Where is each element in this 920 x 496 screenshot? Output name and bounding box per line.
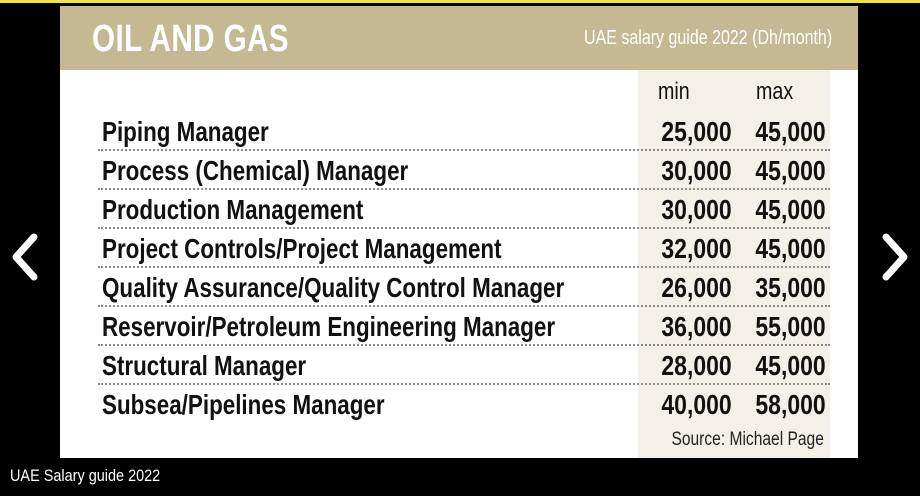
table-row: [98, 229, 830, 268]
row-max-salary: 55,000: [755, 311, 826, 342]
row-role: Process (Chemical) Manager: [102, 155, 409, 186]
row-min-salary: 25,000: [661, 116, 732, 147]
table-row: [98, 307, 830, 346]
row-role: Production Management: [102, 194, 364, 225]
row-min-salary: 30,000: [661, 194, 732, 225]
row-max-salary: 45,000: [755, 350, 826, 381]
row-min-salary: 30,000: [661, 155, 732, 186]
row-role: Reservoir/Petroleum Engineering Manager: [102, 311, 556, 342]
row-min-salary: 28,000: [661, 350, 732, 381]
table-row: [98, 112, 830, 151]
table-title: OIL AND GAS: [92, 18, 289, 60]
row-role: Quality Assurance/Quality Control Manager: [102, 272, 565, 303]
chevron-right-icon: [878, 229, 912, 285]
row-max-salary: 45,000: [755, 155, 826, 186]
row-min-salary: 40,000: [661, 389, 732, 420]
table-row: [98, 346, 830, 385]
row-max-salary: 58,000: [755, 389, 826, 420]
row-role: Structural Manager: [102, 350, 307, 381]
table-row: [98, 151, 830, 190]
table-header: [60, 6, 858, 70]
row-max-salary: 45,000: [755, 233, 826, 264]
table-row: [98, 190, 830, 229]
image-caption: UAE Salary guide 2022: [10, 466, 161, 485]
column-header-max: max: [756, 78, 794, 105]
row-role: Subsea/Pipelines Manager: [102, 389, 385, 420]
row-max-salary: 45,000: [755, 194, 826, 225]
previous-slide-button[interactable]: [8, 229, 42, 285]
table-row: [98, 268, 830, 307]
salary-table-image: [60, 6, 858, 458]
source-note: Source: Michael Page: [671, 429, 824, 450]
row-role: Project Controls/Project Management: [102, 233, 502, 264]
row-max-salary: 35,000: [755, 272, 826, 303]
row-max-salary: 45,000: [755, 116, 826, 147]
chevron-left-icon: [8, 229, 42, 285]
row-min-salary: 26,000: [661, 272, 732, 303]
row-min-salary: 32,000: [661, 233, 732, 264]
row-role: Piping Manager: [102, 116, 269, 147]
next-slide-button[interactable]: [878, 229, 912, 285]
column-header-min: min: [658, 78, 690, 105]
salary-rows: [98, 112, 830, 424]
table-subtitle: UAE salary guide 2022 (Dh/month): [583, 27, 832, 49]
table-row: [98, 385, 830, 424]
row-min-salary: 36,000: [661, 311, 732, 342]
